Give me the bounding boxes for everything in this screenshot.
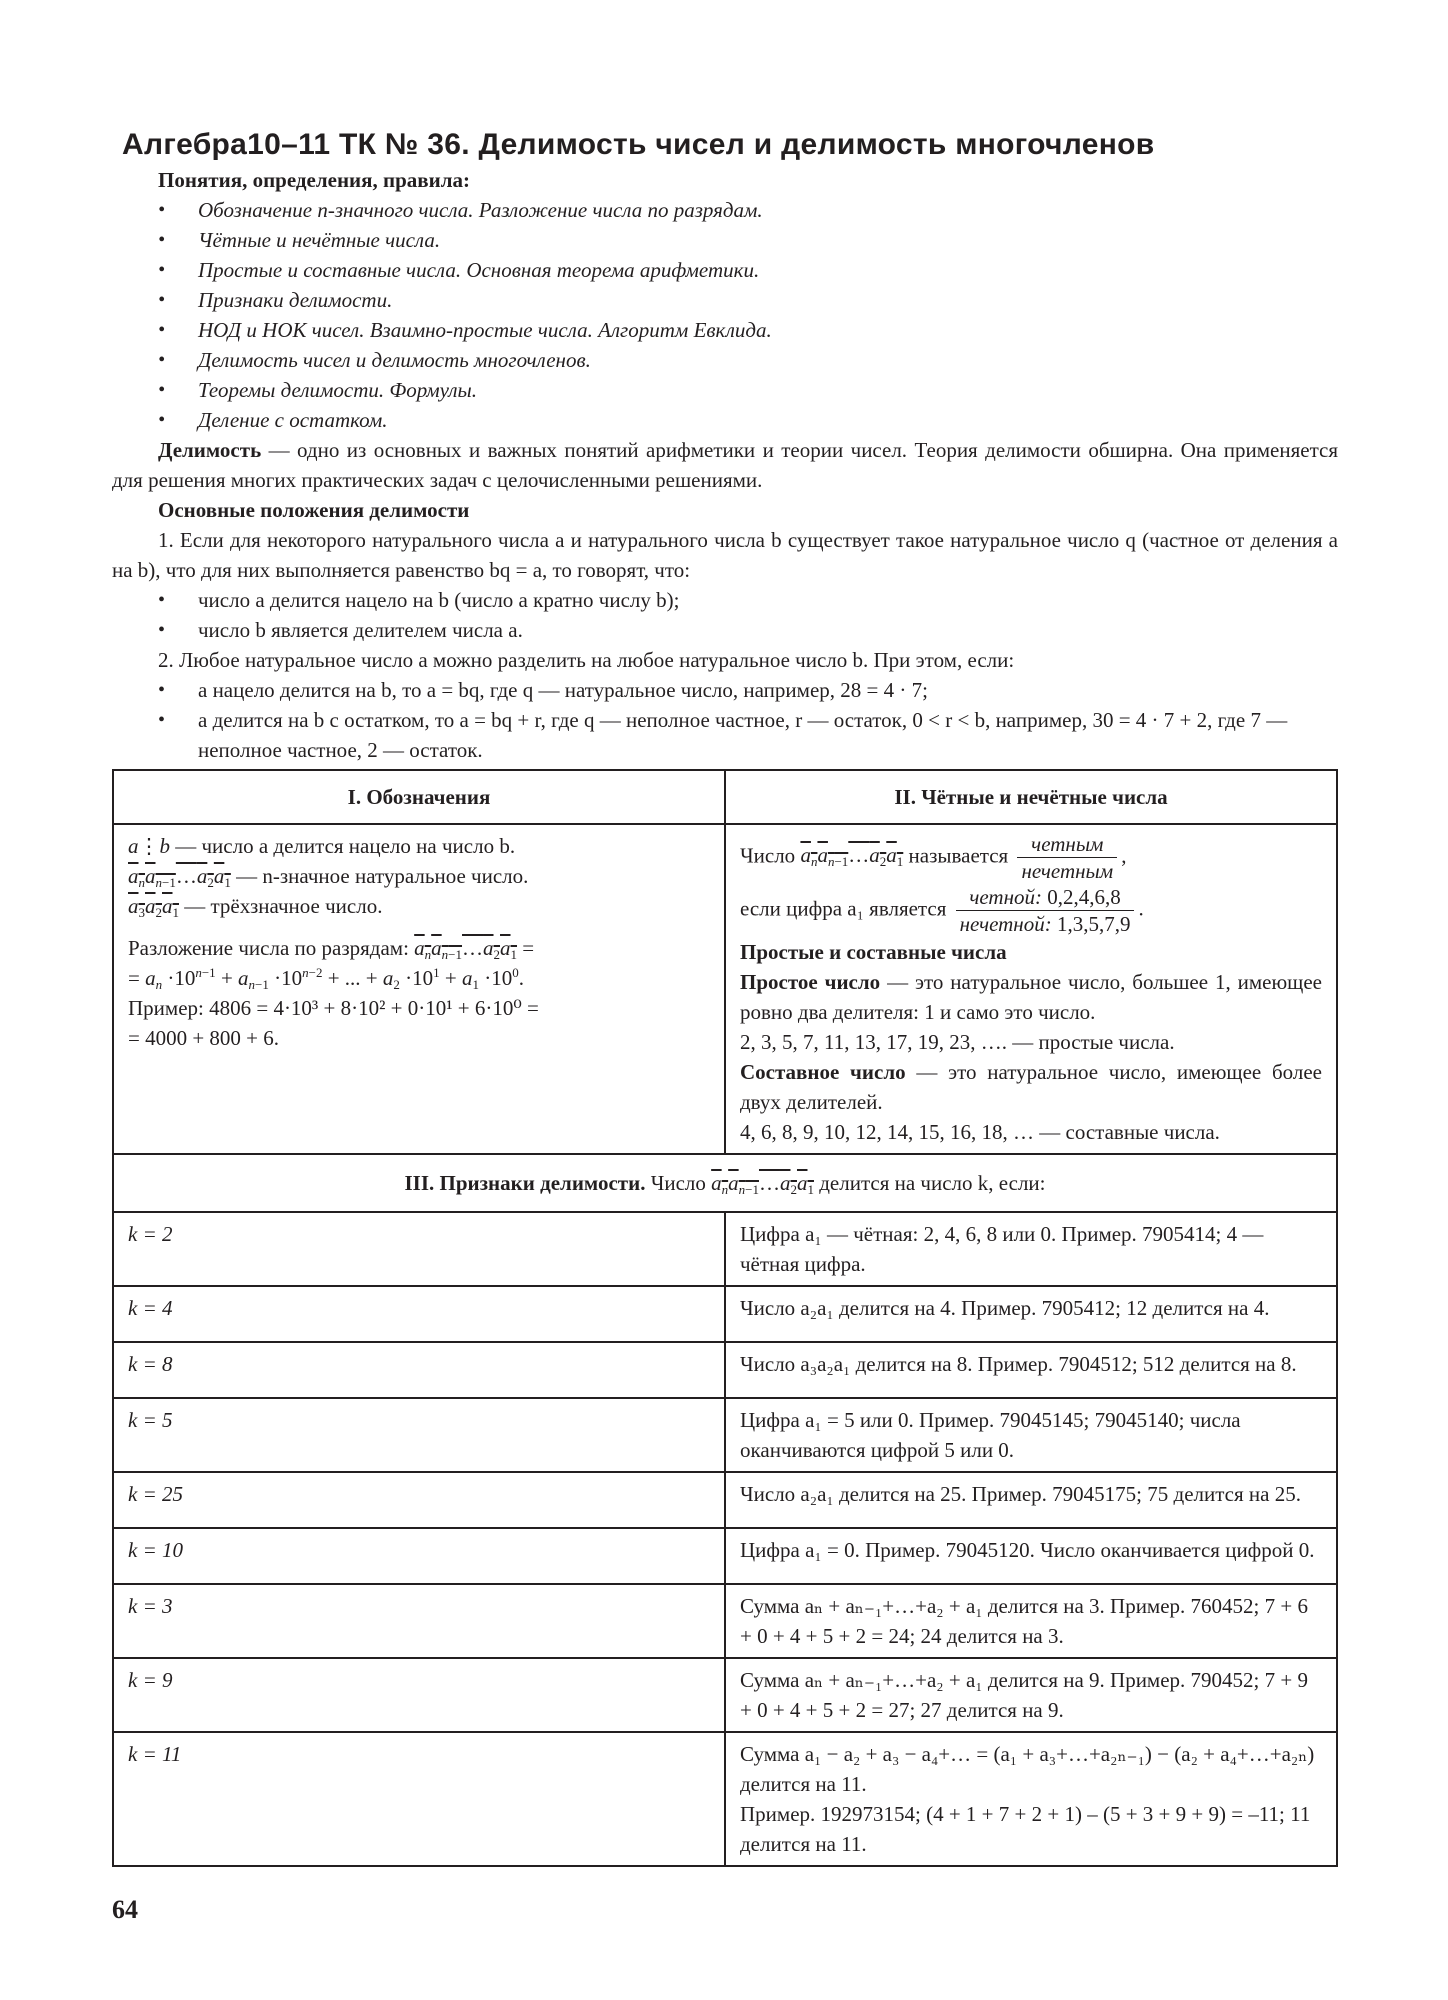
- notation-header: I. Обозначения: [113, 770, 725, 824]
- page-number: 64: [112, 1895, 138, 1924]
- list-item: • число b является делителем числа a.: [158, 615, 1338, 645]
- notation-n-digit: $a_na_{n-1}\dots a_2a_1$ — n-значное натуральное число.: [128, 864, 529, 890]
- rule-k: k = 5: [113, 1398, 725, 1472]
- rule-k: k = 2: [113, 1212, 725, 1286]
- page-title: Алгебра10–11 ТК № 36. Делимость чисел и делимость многочленов: [122, 128, 1155, 161]
- even-odd-cell: [725, 824, 1337, 1154]
- basics-heading: Основные положения делимости: [158, 498, 470, 522]
- concepts-heading: Понятия, определения, правила:: [158, 168, 470, 192]
- list-item: • Деление с остатком.: [158, 405, 1338, 435]
- notation-divides: a⋮b — число a делится нацело на число b.: [128, 834, 516, 858]
- digits-fraction: $\frac{\text{четной: 0,2,4,6,8}}{\text{нечетной: 1,3,5,7,9}}$: [956, 884, 1135, 937]
- expansion-formula: = $a_n \cdot 10^{n-1} + a_{n-1} \cdot 10^{n-2}$ + ... + $a_2 \cdot 10^1 + a_1 \cdot 10^0$.: [128, 965, 524, 992]
- basics-p2: 2. Любое натуральное число a можно разделить на любое натуральное число b. При этом, если:: [158, 648, 1015, 672]
- basics-p1-list: [112, 585, 1338, 645]
- even-odd-definition: Число $a_na_{n-1}\dots a_2a_1$ называется $\frac{\text{четным}}{\text{нечетным}}$ ,: [740, 832, 1127, 883]
- rule-text: Сумма aₙ + aₙ₋₁+…+a₂ + a₁ делится на 3. Пример. 760452; 7 + 6 + 0 + 4 + 5 + 2 = 24; 24 делится на 3.: [725, 1584, 1337, 1658]
- list-item: • Признаки делимости.: [158, 285, 1338, 315]
- divisibility-rules-header: III. Признаки делимости. Число $a_na_{n-1}\dots a_2a_1$ делится на число k, если:: [113, 1154, 1337, 1212]
- rule-text: Цифра a₁ = 5 или 0. Пример. 79045145; 79045140; числа оканчиваются цифрой 5 или 0.: [725, 1398, 1337, 1472]
- rule-k: k = 9: [113, 1658, 725, 1732]
- rule-text: Сумма a₁ − a₂ + a₃ − a₄+… = (a₁ + a₃+…+a₂ₙ₋₁) − (a₂ + a₄+…+a₂ₙ) делится на 11. Пример. 192973154; (4 + 1 + 7 + 2 + 1) – (5 + 3 + 9 + 9) = –11; 11 делится на 11.: [725, 1732, 1337, 1866]
- list-item: • a нацело делится на b, то a = bq, где q — натуральное число, например, 28 = 4 · 7;: [158, 675, 1338, 705]
- rule-text: Число a₂a₁ делится на 25. Пример. 79045175; 75 делится на 25.: [725, 1472, 1337, 1528]
- even-odd-header: II. Чётные и нечётные числа: [725, 770, 1337, 824]
- intro-paragraph: [112, 435, 1338, 495]
- rule-k: k = 10: [113, 1528, 725, 1584]
- list-item: • число a делится нацело на b (число a кратно числу b);: [158, 585, 1338, 615]
- rule-text: Число a₂a₁ делится на 4. Пример. 7905412; 12 делится на 4.: [725, 1286, 1337, 1342]
- rule-k: k = 25: [113, 1472, 725, 1528]
- notation-cell: [113, 824, 725, 1154]
- intro-text: — одно из основных и важных понятий арифметики и теории чисел. Теория делимости обширна. Она применяется для решения многих практических задач с целочисленными решениями.: [112, 438, 1338, 492]
- rule-k: k = 3: [113, 1584, 725, 1658]
- concepts-list: [112, 195, 1338, 435]
- list-item: • Простые и составные числа. Основная теорема арифметики.: [158, 255, 1338, 285]
- prime-list: 2, 3, 5, 7, 11, 13, 17, 19, 23, …. — простые числа.: [740, 1030, 1175, 1054]
- intro-term: Делимость: [158, 438, 262, 462]
- composite-list: 4, 6, 8, 9, 10, 12, 14, 15, 16, 18, … — составные числа.: [740, 1120, 1220, 1144]
- rule-text: Цифра a₁ — чётная: 2, 4, 6, 8 или 0. Пример. 7905414; 4 — чётная цифра.: [725, 1212, 1337, 1286]
- even-odd-fraction: $\frac{\text{четным}}{\text{нечетным}}$: [1017, 831, 1117, 884]
- digit-condition: если цифра a₁ является $\frac{\text{четной: 0,2,4,6,8}}{\text{нечетной: 1,3,5,7,9}}$ .: [740, 885, 1144, 936]
- list-item: • Делимость чисел и делимость многочленов.: [158, 345, 1338, 375]
- rule-text: Сумма aₙ + aₙ₋₁+…+a₂ + a₁ делится на 9. Пример. 790452; 7 + 9 + 0 + 4 + 5 + 2 = 27; 27 делится на 9.: [725, 1658, 1337, 1732]
- prime-definition: Простое число — это натуральное число, большее 1, имеющее ровно два делителя: 1 и само это число.: [740, 970, 1322, 1024]
- rule-text: Цифра a₁ = 0. Пример. 79045120. Число оканчивается цифрой 0.: [725, 1528, 1337, 1584]
- rule-k: k = 4: [113, 1286, 725, 1342]
- rule-k: k = 8: [113, 1342, 725, 1398]
- list-item: • a делится на b с остатком, то a = bq + r, где q — неполное частное, r — остаток, 0 < r < b, например, 30 = 4 · 7 + 2, где 7 — неполное частное, 2 — остаток.: [158, 705, 1338, 765]
- rule-text: Число a₃a₂a₁ делится на 8. Пример. 7904512; 512 делится на 8.: [725, 1342, 1337, 1398]
- rule-k: k = 11: [113, 1732, 725, 1866]
- composite-definition: Составное число — это натуральное число, имеющее более двух делителей.: [740, 1060, 1322, 1114]
- divisibility-table: [112, 769, 1338, 1867]
- basics-p1: 1. Если для некоторого натурального числа a и натурального числа b существует такое натуральное число q (частное от деления a на b), что для них выполняется равенство bq = a, то говорят, что:: [112, 528, 1338, 582]
- expansion-line: Разложение числа по разрядам: $a_na_{n-1}\dots a_2a_1$ =: [128, 936, 535, 962]
- page-content: [112, 125, 1338, 1867]
- basics-p2-list: [112, 675, 1338, 765]
- notation-three-digit: $a_3a_2a_1$ — трёхзначное число.: [128, 894, 383, 920]
- list-item: • Обозначение n-значного числа. Разложение числа по разрядам.: [158, 195, 1338, 225]
- primes-heading: Простые и составные числа: [740, 940, 1007, 964]
- expansion-result: = 4000 + 800 + 6.: [128, 1026, 280, 1050]
- expansion-example: Пример: 4806 = 4·10³ + 8·10² + 0·10¹ + 6·10⁰ =: [128, 996, 539, 1020]
- list-item: • НОД и НОК чисел. Взаимно-простые числа. Алгоритм Евклида.: [158, 315, 1338, 345]
- list-item: • Чётные и нечётные числа.: [158, 225, 1338, 255]
- list-item: • Теоремы делимости. Формулы.: [158, 375, 1338, 405]
